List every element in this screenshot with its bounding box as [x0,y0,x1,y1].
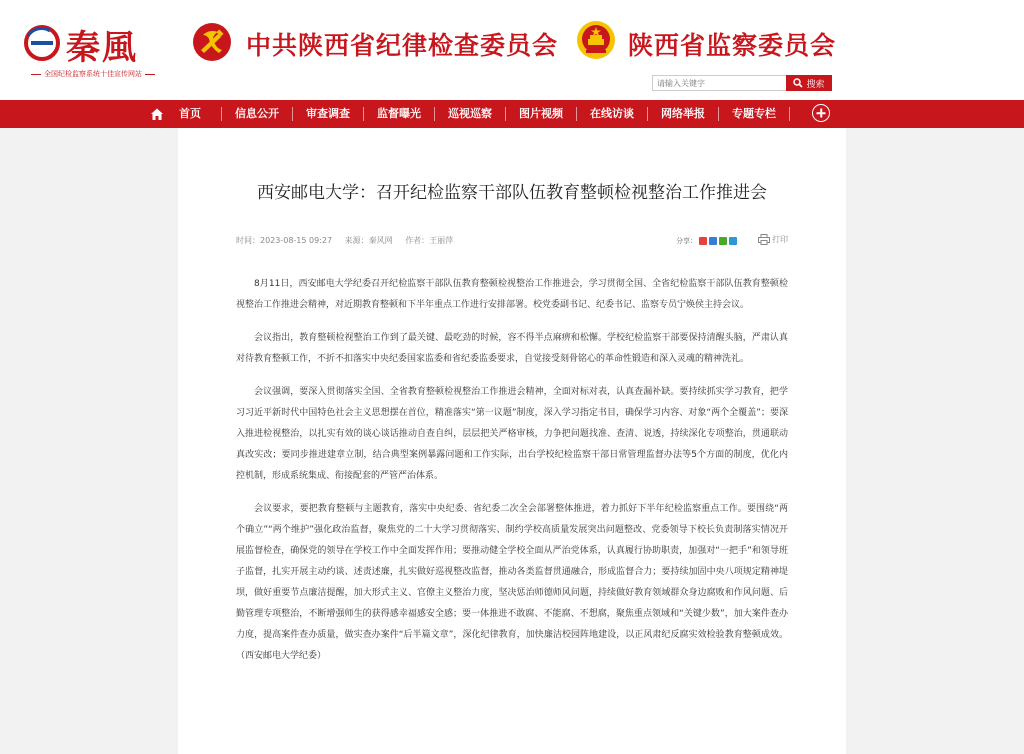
search-box [652,75,832,91]
article-source: 来源：秦风网 [344,236,393,245]
article-paragraph: 会议要求，要把教育整顿与主题教育，落实中央纪委、省纪委二次全会部署整体推进，着力抓好下半年纪检监察重点工作。要围绕“两个确立”“两个维护”强化政治监督，聚焦党的二十大学习贯彻落实、制约学校高质量发展突出问题整改、党委领导下校长负责制落实情况开展监督检查，确保党的领导在学校工作中全面发挥作用；要推动健全学校全面从严治党体系，认真履行协助职责，加强对“一把手”和领导班子监督，扎实开展主动约谈、述责述廉，扎实做好巡视整改监督，推动各类监督贯通融合，形成监督合力；要持续加固中央八项规定精神堤坝，做好重要节点廉洁提醒，加大形式主义、官僚主义整治力度，坚决惩治师德师风问题，持续做好教育领域群众身边腐败和作风问题、后勤管理专项整治，不断增强师生的获得感幸福感安全感；要一体推进不敢腐、不能腐、不想腐，聚焦重点领域和“关键少数”，加大案件查办力度，提高案件查办质量，做实查办案件“后半篇文章”，深化纪律教育，加快廉洁校园阵地建设，以正风肃纪反腐实效检验教育整顿成效。（西安邮电大学纪委） [236,504,788,661]
nav-item-interview[interactable]: 在线访谈 [590,107,634,120]
search-button[interactable] [786,75,832,91]
nav-item-inspection[interactable]: 巡视巡察 [448,107,492,120]
article-paragraph: 会议指出，教育整顿检视整治工作到了最关键、最吃劲的时候，容不得半点麻痹和松懈。学校纪检监察干部要保持清醒头脑，严肃认真对待教育整顿工作，不折不扣落实中央纪委国家监委和省纪委监委要求，自觉接受刻骨铭心的革命性锻造和深入灵魂的精神洗礼。 [236,333,788,364]
share-qq-icon[interactable] [709,237,717,245]
search-input[interactable] [652,75,790,91]
article-meta [236,235,463,246]
nav-item-info-disclosure[interactable]: 信息公开 [235,107,279,120]
site-logo[interactable] [22,22,162,82]
home-icon[interactable] [150,107,164,121]
nav-item-home[interactable]: 首页 [179,107,201,120]
org-name-discipline-commission: 中共陕西省纪律检查委员会 [246,31,559,60]
main-nav [0,100,1024,128]
article-author: 作者：王丽萍 [405,236,454,245]
share-qzone-icon[interactable] [729,237,737,245]
search-button-label: 搜索 [806,79,825,90]
share-weibo-icon[interactable] [699,237,707,245]
print-icon [758,234,770,245]
article-title: 西安邮电大学：召开纪检监察干部队伍教育整顿检视整治工作推进会 [257,183,767,203]
logo-subtitle: 全国纪检监察系统十佳宣传网站 [22,69,164,79]
site-header [0,0,1024,100]
search-icon [793,78,803,88]
org-name-supervisory-commission: 陕西省监察委员会 [628,31,837,60]
share-bar [676,236,737,246]
plus-icon[interactable] [812,104,830,122]
share-wechat-icon[interactable] [719,237,727,245]
national-emblem-icon [576,20,616,60]
nav-item-exposure[interactable]: 监督曝光 [377,107,421,120]
logo-e-icon [22,22,62,62]
party-emblem-icon [192,22,232,62]
logo-text: 秦風 [66,28,138,68]
article-body [236,274,788,679]
article-time: 时间：2023-08-15 09:27 [236,236,333,245]
nav-item-media[interactable]: 图片视频 [519,107,563,120]
nav-separator [789,107,790,121]
article-container [178,128,846,754]
print-label: 打印 [772,235,788,244]
nav-item-topics[interactable]: 专题专栏 [732,107,776,120]
article-paragraph: 会议强调，要深入贯彻落实全国、全省教育整顿检视整治工作推进会精神，全面对标对表，认真查漏补缺。要持续抓实学习教育，把学习习近平新时代中国特色社会主义思想摆在首位，精准落实“第一议题”制度，深入学习指定书目，确保学习内容、对象“两个全覆盖”；要深入推进检视整治，以扎实有效的谈心谈话推动自查自纠，层层把关严格审核，力争把问题找准、查清、说透，持续深化专项整治，贯通联动真改实改；要同步推进建章立制，结合典型案例暴露问题和工作实际，出台学校纪检监察干部日常管理监督办法等5个方面的制度，优化内控机制，形成系统集成、衔接配套的严管严治体系。 [236,387,788,481]
nav-item-investigation[interactable]: 审查调查 [306,107,350,120]
print-button[interactable] [758,234,788,245]
article-paragraph: 8月11日，西安邮电大学纪委召开纪检监察干部队伍教育整顿检视整治工作推进会，学习贯彻全国、全省纪检监察干部队伍教育整顿检视整治工作推进会精神，对近期教育整顿和下半年重点工作进行安排部署。校党委副书记、纪委书记、监察专员宁焕侯主持会议。 [236,279,788,310]
nav-item-report[interactable]: 网络举报 [661,107,705,120]
share-label: 分享： [676,237,697,245]
